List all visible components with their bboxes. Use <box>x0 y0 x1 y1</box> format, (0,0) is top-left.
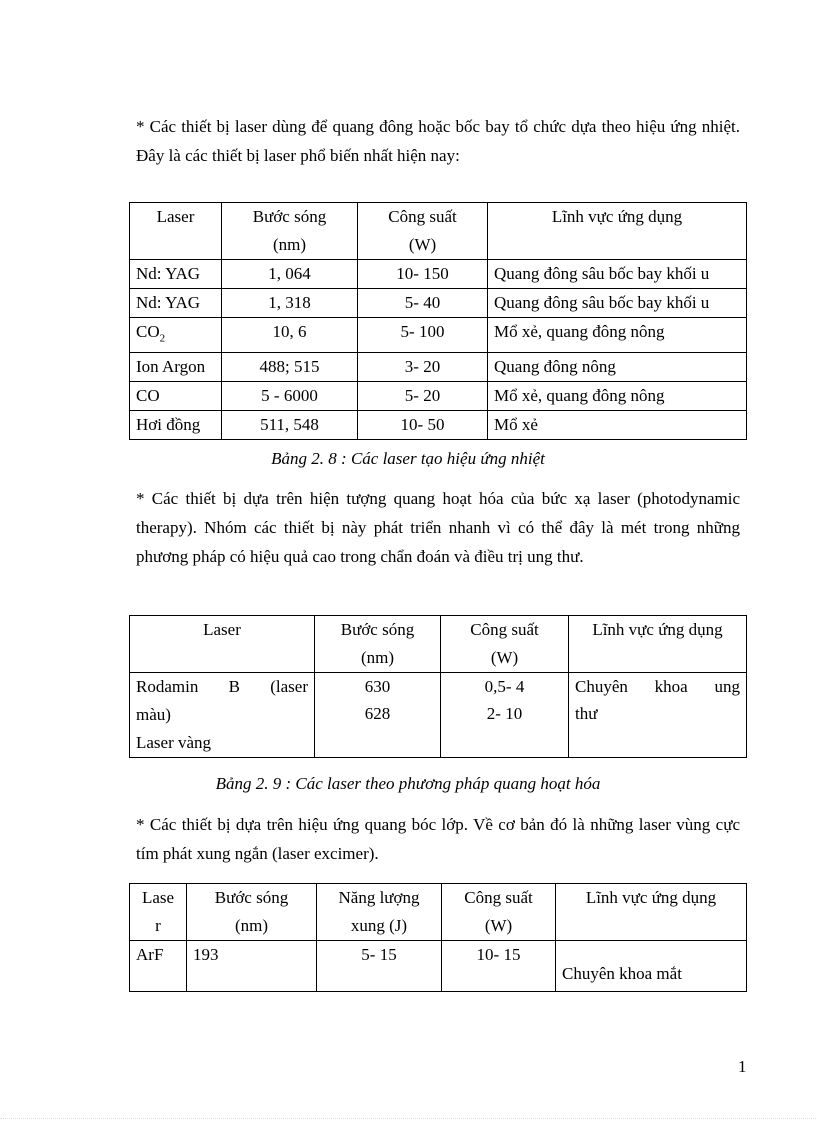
table-header-row <box>130 203 747 260</box>
cell-power: 10- 50 <box>358 411 488 440</box>
cell-power: 3- 20 <box>358 353 488 382</box>
header-laser: Laser <box>130 616 315 673</box>
cell-power: 0,5- 4 2- 10 <box>441 673 569 758</box>
table-row <box>130 382 747 411</box>
header-laser: Laser <box>130 203 222 260</box>
cell-wavelength: 488; 515 <box>222 353 358 382</box>
cell-wavelength: 10, 6 <box>222 318 358 353</box>
cell-laser: ArF <box>130 941 187 992</box>
cell-application: Mổ xẻ <box>488 411 747 440</box>
cell-application: Quang đông nông <box>488 353 747 382</box>
intro-paragraph-photodynamic: * Các thiết bị dựa trên hiện tượng quang hoạt hóa của bức xạ laser (photodynamic therapy). Nhóm các thiết bị này phát triển nhanh vì có thể đây là mét trong những phương pháp có hiệu quả cao trong chẩn đoán và điều trị ung thư. <box>136 489 740 566</box>
cell-wavelength: 630 628 <box>315 673 441 758</box>
intro-paragraph-thermal: * Các thiết bị laser dùng để quang đông hoặc bốc bay tổ chức dựa theo hiệu ứng nhiệt. Đây là các thiết bị laser phổ biến nhất hiện nay: <box>136 117 740 165</box>
header-application: Lĩnh vực ứng dụng <box>556 884 747 941</box>
header-application: Lĩnh vực ứng dụng <box>488 203 747 260</box>
cell-energy: 5- 15 <box>317 941 442 992</box>
cell-application: Chuyên khoa ung thư <box>569 673 747 758</box>
cell-laser: $CO_2$ <box>130 318 222 353</box>
header-application: Lĩnh vực ứng dụng <box>569 616 747 673</box>
cell-application: Mổ xẻ, quang đông nông <box>488 318 747 353</box>
header-laser: Lase r <box>130 884 187 941</box>
table-header-row <box>130 616 747 673</box>
cell-laser: Nd: YAG <box>130 260 222 289</box>
header-power: Công suất (W) <box>441 616 569 673</box>
table-row <box>130 289 747 318</box>
cell-laser: Hơi đồng <box>130 411 222 440</box>
cell-laser: Rodamin B (laser màu) Laser vàng <box>130 673 315 758</box>
page-bottom-divider <box>0 1118 816 1119</box>
cell-application: Mổ xẻ, quang đông nông <box>488 382 747 411</box>
cell-power: 10- 150 <box>358 260 488 289</box>
table-photodynamic-lasers <box>129 615 747 758</box>
cell-laser: Nd: YAG <box>130 289 222 318</box>
cell-laser: Ion Argon <box>130 353 222 382</box>
header-wavelength: Bước sóng (nm) <box>315 616 441 673</box>
table-row <box>130 411 747 440</box>
table-row <box>130 941 747 992</box>
cell-application: Quang đông sâu bốc bay khối u <box>488 289 747 318</box>
caption-table-2-8: Bảng 2. 8 : Các laser tạo hiệu ứng nhiệt <box>271 449 545 468</box>
cell-application: Chuyên khoa mắt <box>556 941 747 992</box>
cell-wavelength: 1, 318 <box>222 289 358 318</box>
header-energy: Năng lượng xung (J) <box>317 884 442 941</box>
cell-wavelength: 1, 064 <box>222 260 358 289</box>
cell-power: 5- 40 <box>358 289 488 318</box>
table-row <box>130 318 747 353</box>
table-row <box>130 673 747 758</box>
caption-table-2-9: Bảng 2. 9 : Các laser theo phương pháp quang hoạt hóa <box>215 774 601 793</box>
page-number: 1 <box>738 1057 747 1076</box>
header-wavelength: Bước sóng (nm) <box>187 884 317 941</box>
header-wavelength: Bước sóng (nm) <box>222 203 358 260</box>
cell-wavelength: 511, 548 <box>222 411 358 440</box>
table-row <box>130 353 747 382</box>
cell-wavelength: 193 <box>187 941 317 992</box>
header-power: Công suất (W) <box>358 203 488 260</box>
cell-power: 5- 100 <box>358 318 488 353</box>
cell-power: 10- 15 <box>442 941 556 992</box>
cell-wavelength: 5 - 6000 <box>222 382 358 411</box>
header-power: Công suất (W) <box>442 884 556 941</box>
table-row <box>130 260 747 289</box>
cell-power: 5- 20 <box>358 382 488 411</box>
table-excimer-lasers <box>129 883 747 992</box>
intro-paragraph-photoablation: * Các thiết bị dựa trên hiệu ứng quang bóc lớp. Về cơ bản đó là những laser vùng cực tím phát xung ngắn (laser excimer). <box>136 815 740 863</box>
table-header-row <box>130 884 747 941</box>
table-thermal-lasers <box>129 202 747 440</box>
cell-application: Quang đông sâu bốc bay khối u <box>488 260 747 289</box>
cell-laser: CO <box>130 382 222 411</box>
